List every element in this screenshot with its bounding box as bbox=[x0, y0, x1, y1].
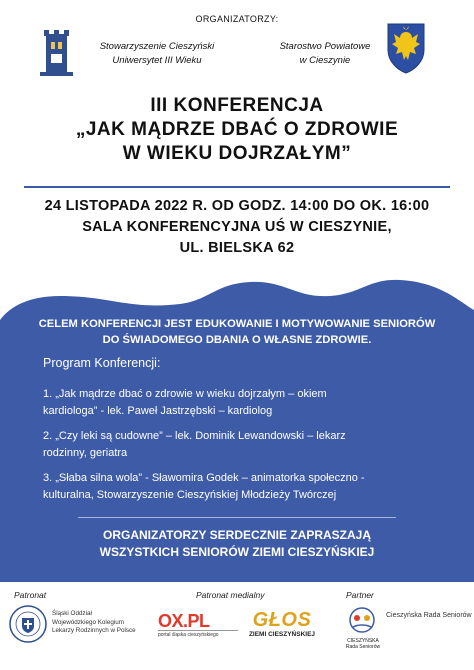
program-item-3-line2: kulturalna, Stowarzyszenie Cieszyńskiej Młodzieży Twórczej bbox=[43, 489, 337, 501]
program-item-1 bbox=[43, 386, 443, 420]
event-address: UL. BIELSKA 62 bbox=[179, 240, 295, 256]
glos-logo bbox=[240, 610, 324, 644]
program-item-3 bbox=[43, 470, 443, 504]
kolegium-seal-icon bbox=[8, 604, 48, 644]
oxpl-logo-subtext: portal śląska cieszyńskiego bbox=[158, 630, 238, 639]
partner-logo-caption bbox=[340, 638, 386, 650]
title-divider bbox=[24, 186, 450, 188]
oxpl-logo bbox=[158, 612, 238, 642]
program-heading: Program Konferencji: bbox=[43, 356, 161, 370]
oxpl-logo-text: OX.PL bbox=[158, 611, 210, 631]
kolegium-line2: Wojewódzkiego Kolegium bbox=[52, 618, 124, 626]
title-line2: „JAK MĄDRZE DBAĆ O ZDROWIE bbox=[75, 119, 399, 140]
partner-logo-caption-line1: CIESZYŃSKA bbox=[347, 638, 379, 644]
invite-line2: WSZYSTKICH SENIORÓW ZIEMI CIESZYŃSKIEJ bbox=[99, 545, 375, 559]
tower-logo-icon bbox=[40, 28, 73, 76]
title-line3: W WIEKU DOJRZAŁYM” bbox=[122, 143, 352, 164]
program-item-3-line1: 3. „Słaba silna wola” - Sławomira Godek – animatorka społeczno - bbox=[43, 472, 365, 484]
partner-name: Cieszyńska Rada Seniorów bbox=[386, 612, 472, 619]
coat-of-arms-icon bbox=[384, 20, 428, 74]
program-item-1-line2: kardiologa” - lek. Paweł Jastrzębski – kardiolog bbox=[43, 405, 273, 417]
partner-logo-caption-line2: Rada Seniorów bbox=[345, 644, 381, 650]
conference-title bbox=[0, 94, 474, 166]
patronat-label: Patronat bbox=[14, 590, 47, 600]
program-item-2-line1: 2. „Czy leki są cudowne” – lek. Dominik Lewandowski – lekarz bbox=[43, 430, 346, 442]
invite-divider bbox=[78, 517, 396, 518]
organizer-uttw bbox=[40, 28, 230, 82]
goal-line1: CELEM KONFERENCJI JEST EDUKOWANIE I MOTYWOWANIE SENIORÓW bbox=[38, 318, 436, 330]
organizer-left-line1: Stowarzyszenie Cieszyński bbox=[99, 41, 215, 52]
invite-line1: ORGANIZATORZY SERDECZNIE ZAPRASZAJĄ bbox=[102, 528, 372, 542]
glos-logo-subtext: ZIEMI CIESZYŃSKIEJ bbox=[248, 631, 316, 638]
kolegium-text bbox=[52, 610, 162, 636]
organizer-right-line1: Starostwo Powiatowe bbox=[279, 41, 371, 52]
title-line1: III KONFERENCJA bbox=[150, 95, 324, 116]
invitation bbox=[0, 527, 474, 561]
organizer-right-line2: w Cieszynie bbox=[299, 55, 351, 66]
program-item-2-line2: rodzinny, geriatra bbox=[43, 447, 128, 459]
partner-label: Partner bbox=[346, 590, 374, 600]
kolegium-line1: Śląski Oddział bbox=[52, 610, 92, 617]
organizer-starostwo bbox=[270, 28, 440, 88]
goal-line2: DO ŚWIADOMEGO DBANIA O WŁASNE ZDROWIE. bbox=[102, 334, 372, 346]
media-patronat-label: Patronat medialny bbox=[196, 590, 265, 600]
organizers-label: ORGANIZATORZY: bbox=[195, 14, 279, 24]
program-item-2 bbox=[43, 428, 443, 462]
event-date: 24 LISTOPADA 2022 R. OD GODZ. 14:00 DO OK. 16:00 bbox=[44, 198, 430, 214]
event-info bbox=[0, 196, 474, 259]
event-place: SALA KONFERENCYJNA UŚ W CIESZYNIE, bbox=[82, 219, 392, 235]
program-item-1-line1: 1. „Jak mądrze dbać o zdrowie w wieku dojrzałym – okiem bbox=[43, 388, 327, 400]
organizer-left-line2: Uniwersytet III Wieku bbox=[112, 55, 202, 66]
conference-goal bbox=[0, 316, 474, 348]
glos-logo-text: GŁOS bbox=[252, 609, 312, 631]
kolegium-line3: Lekarzy Rodzinnych w Polsce bbox=[52, 627, 136, 634]
